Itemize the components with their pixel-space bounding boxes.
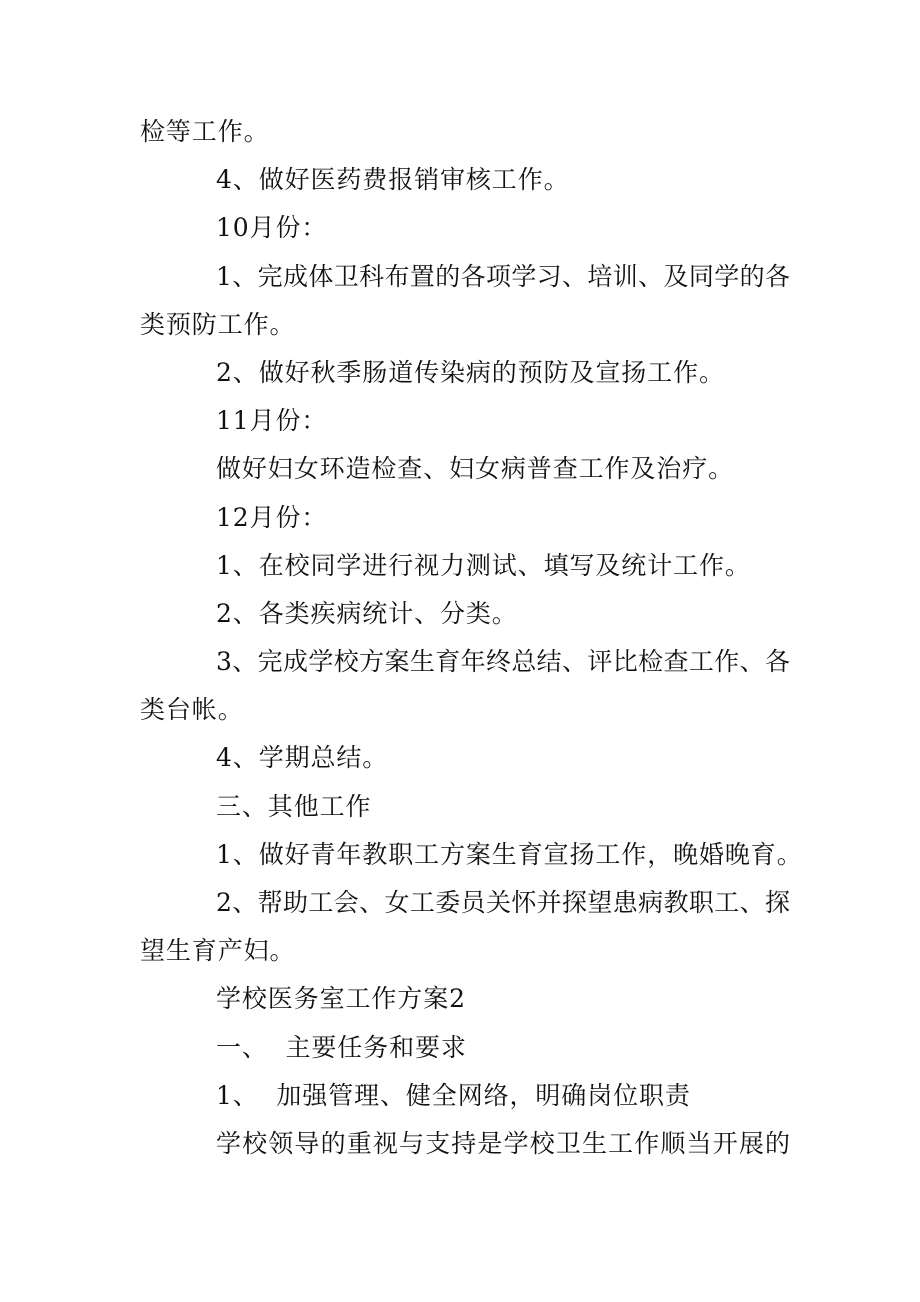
paragraph: 1、做好青年教职工方案生育宣扬工作，晚婚晚育。: [216, 839, 803, 869]
paragraph-continuation: 类预防工作。: [140, 309, 296, 339]
paragraph: 学校领导的重视与支持是学校卫生工作顺当开展的: [216, 1128, 790, 1158]
paragraph: 1、完成体卫科布置的各项学习、培训、及同学的各: [216, 261, 790, 291]
document-title: 学校医务室工作方案2: [216, 984, 466, 1014]
paragraph: 4、做好医药费报销审核工作。: [216, 165, 570, 195]
month-heading: 10月份：: [216, 213, 328, 243]
document-body: [140, 108, 803, 1168]
paragraph: 4、学期总结。: [216, 743, 389, 773]
month-heading: 12月份：: [216, 502, 328, 532]
month-heading: 11月份：: [216, 406, 328, 436]
section-heading: 一、 主要任务和要求: [216, 1032, 467, 1062]
paragraph: 2、做好秋季肠道传染病的预防及宣扬工作。: [216, 357, 725, 387]
paragraph: 3、完成学校方案生育年终总结、评比检查工作、各: [216, 647, 790, 677]
section-heading: 三、其他工作: [216, 791, 372, 821]
subsection-heading: 1、 加强管理、健全网络，明确岗位职责: [216, 1080, 691, 1110]
paragraph: 1、在校同学进行视力测试、填写及统计工作。: [216, 550, 751, 580]
paragraph-continuation: 望生育产妇。: [140, 936, 296, 966]
paragraph: 2、各类疾病统计、分类。: [216, 598, 518, 628]
paragraph: 2、帮助工会、女工委员关怀并探望患病教职工、探: [216, 888, 790, 917]
paragraph-continuation: 类台帐。: [140, 695, 244, 725]
paragraph: 做好妇女环造检查、妇女病普查工作及治疗。: [216, 454, 735, 484]
paragraph-continuation: 检等工作。: [140, 117, 270, 146]
